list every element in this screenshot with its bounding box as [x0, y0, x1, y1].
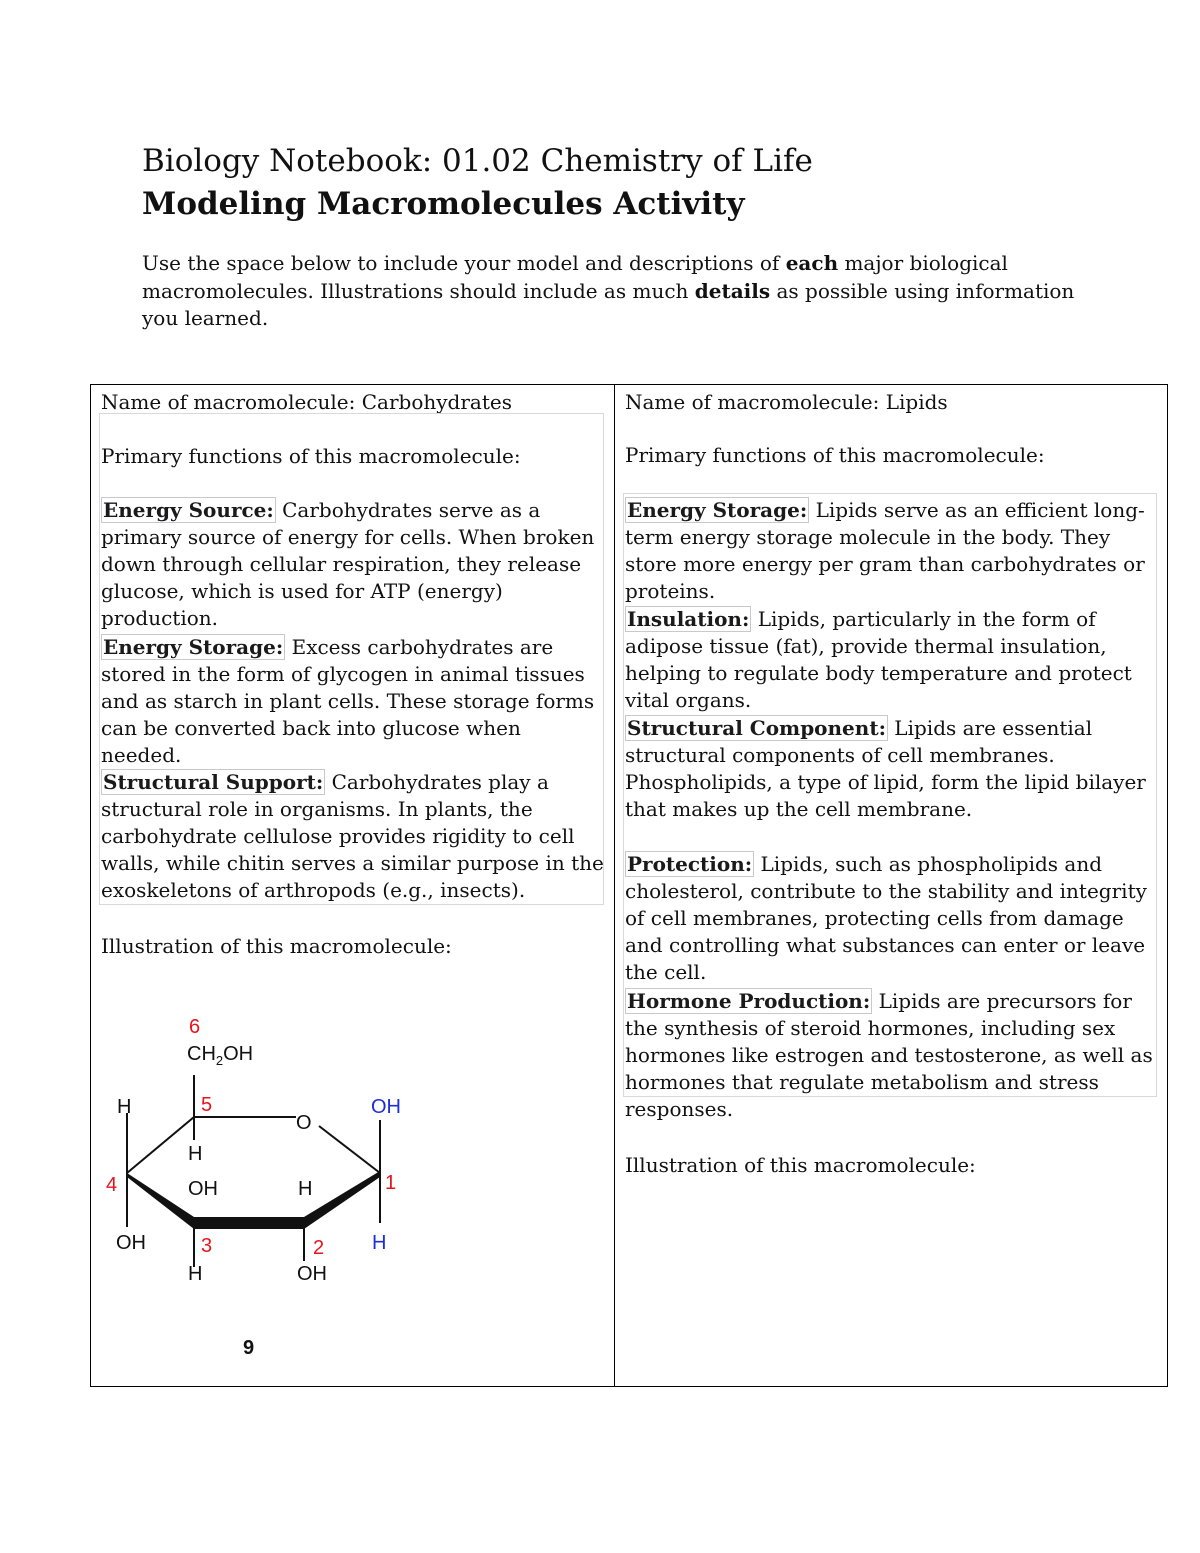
lipid-hormone-production-text: Lipids are precursors for the synthesis of steroid hormones, including sex hormones like estrogen and testosterone, as well as hormones that regulate metabolism and stress responses.	[625, 989, 1153, 1121]
carbohydrates-illustration-heading: Illustration of this macromolecule:	[101, 934, 452, 958]
oh-on-c4: OH	[116, 1232, 146, 1254]
carb-structural-support-label: Structural Support:	[103, 770, 324, 794]
ch2-text: CH	[187, 1043, 216, 1065]
h-on-c3: H	[188, 1263, 203, 1285]
lipids-cell	[615, 385, 1167, 1386]
carb-energy-source	[101, 497, 606, 632]
activity-title: Modeling Macromolecules Activity	[142, 186, 745, 222]
carb-energy-storage	[101, 634, 606, 769]
lipid-energy-storage	[625, 497, 1157, 605]
wedge-c2-c1	[304, 1171, 380, 1229]
instructions-bold-each: each	[785, 251, 839, 275]
instructions-text-2: major biological macromolecules. Illustrations should include as much	[142, 251, 1008, 303]
lipid-structural-component	[625, 715, 1157, 823]
instructions-text-1: Use the space below to include your model and descriptions of	[142, 251, 786, 275]
carbon-6-number: 6	[189, 1016, 201, 1038]
figure-caption-number: 9	[243, 1337, 255, 1359]
bond-c5-c4	[127, 1117, 194, 1173]
carbon-4-number: 4	[106, 1174, 118, 1196]
carb-structural-support-text: Carbohydrates play a structural role in organisms. In plants, the carbohydrate cellulose provides rigidity to cell walls, while chitin serves a similar purpose in the exoskeletons of arthropods (e.g., insects).	[101, 770, 604, 902]
lipid-insulation-label: Insulation:	[627, 607, 750, 631]
h-on-c5: H	[188, 1143, 203, 1165]
carb-energy-storage-label: Energy Storage:	[103, 635, 284, 659]
ch2oh-oh-text: OH	[223, 1043, 254, 1065]
carbon-1-number: 1	[385, 1172, 397, 1194]
bond-o-c1	[319, 1126, 380, 1173]
lipid-energy-storage-text: Lipids serve as an efficient long-term energy storage molecule in the body. They store more energy per gram than carbohydrates or proteins.	[625, 498, 1145, 603]
lipid-energy-storage-label: Energy Storage:	[627, 498, 808, 522]
instructions-bold-details: details	[694, 278, 771, 303]
ch2-subscript: 2	[215, 1053, 224, 1068]
ch2oh-label	[187, 1043, 253, 1068]
carbohydrates-name: Name of macromolecule: Carbohydrates	[101, 390, 512, 414]
wedge-c4-c3	[127, 1173, 194, 1229]
h-left-top: H	[117, 1096, 132, 1118]
lipid-structural-component-text: Lipids are essential structural components of cell membranes. Phospholipids, a type of lipid, form the lipid bilayer that makes up the cell membrane.	[625, 716, 1146, 821]
lipid-protection-label: Protection:	[627, 852, 753, 876]
lipid-structural-component-label: Structural Component:	[627, 716, 886, 740]
lipids-name: Name of macromolecule: Lipids	[625, 390, 948, 414]
lipid-insulation	[625, 606, 1157, 714]
carbon-3-number: 3	[201, 1235, 213, 1257]
oh-on-c3: OH	[188, 1178, 218, 1200]
h-on-c1: H	[372, 1232, 387, 1254]
lipid-hormone-production	[625, 988, 1157, 1123]
glucose-haworth-diagram	[100, 1005, 420, 1365]
carbon-2-number: 2	[313, 1237, 325, 1259]
lipid-protection-text: Lipids, such as phospholipids and cholesterol, contribute to the stability and integrity of cell membranes, protecting cells from damage and controlling what substances can enter or leave the cell.	[625, 852, 1147, 984]
carb-energy-source-text: Carbohydrates serve as a primary source of energy for cells. When broken down through cellular respiration, they release glucose, which is used for ATP (energy) production.	[101, 498, 595, 630]
lipid-protection	[625, 851, 1157, 986]
wedge-c3-c2	[194, 1217, 304, 1229]
carb-energy-storage-text: Excess carbohydrates are stored in the form of glycogen in animal tissues and as starch in plant cells. These storage forms can be converted back into glucose when needed.	[101, 635, 595, 767]
carb-structural-support	[101, 769, 606, 904]
lipid-hormone-production-label: Hormone Production:	[627, 989, 871, 1013]
instructions	[142, 250, 1082, 333]
oh-on-c2: OH	[297, 1263, 327, 1285]
lipids-illustration-heading: Illustration of this macromolecule:	[625, 1153, 976, 1177]
instructions-text-3: as possible using information you learned.	[142, 278, 1075, 330]
carbon-5-number: 5	[201, 1094, 213, 1116]
lipids-functions-heading: Primary functions of this macromolecule:	[625, 443, 1045, 467]
carb-energy-source-label: Energy Source:	[103, 498, 274, 522]
document-title: Biology Notebook: 01.02 Chemistry of Life	[142, 143, 813, 179]
lipid-insulation-text: Lipids, particularly in the form of adipose tissue (fat), provide thermal insulation, helping to regulate body temperature and protect vital organs.	[625, 607, 1132, 712]
anomeric-oh: OH	[371, 1096, 401, 1118]
h-on-c2: H	[298, 1178, 313, 1200]
ring-oxygen: O	[296, 1112, 312, 1134]
carbohydrates-functions-heading: Primary functions of this macromolecule:	[101, 444, 521, 468]
glucose-bonds	[127, 1075, 380, 1267]
